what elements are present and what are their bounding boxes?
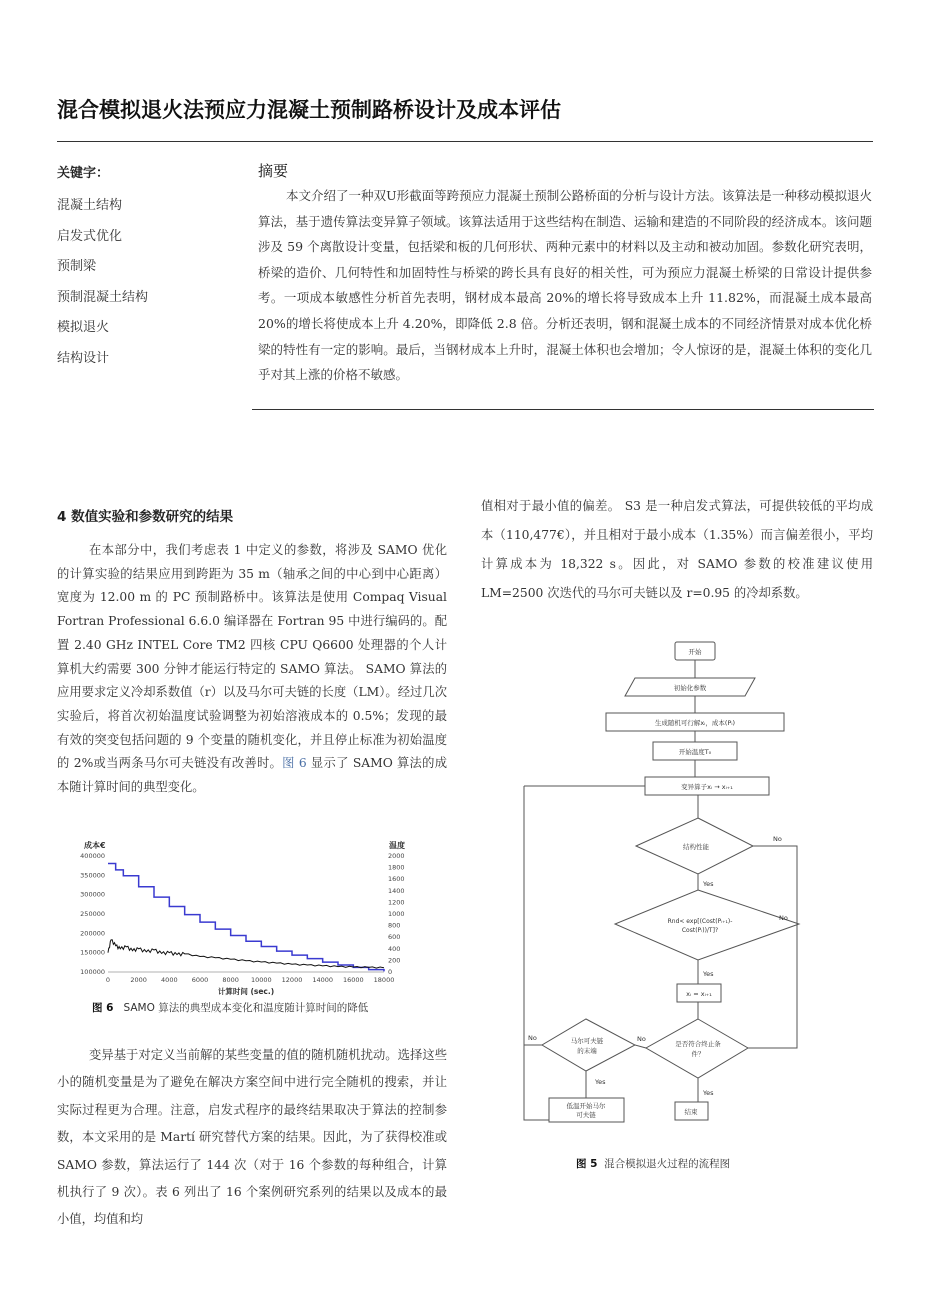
figure-5-caption (576, 1156, 730, 1171)
markov-label-1: 马尔可夫链 (570, 1037, 604, 1045)
x-tick-label: 2000 (130, 976, 147, 984)
y-right-tick-label: 0 (388, 968, 393, 976)
body-paragraph-3: 值相对于最小值的偏差。 S3 是一种启发式算法，可提供较低的平均成本（110,477€），并且相对于最小成本（1.35%）而言偏差很小，平均计算成本为 18,322 s。因此，对 SAMO 参数的校准建议使用 LM=2500 次迭代的马尔可夫链以及 r=0.95 的冷却系数。 (481, 499, 873, 600)
y-right-tick-label: 1200 (388, 898, 405, 907)
y-right-tick-label: 1400 (388, 886, 405, 895)
abstract-divider (252, 409, 874, 410)
structure-label: 结构性能 (683, 843, 709, 851)
x-tick-label: 0 (105, 976, 111, 984)
stop-decision (646, 1019, 748, 1078)
y-right-tick-label: 1800 (388, 863, 405, 872)
y-left-tick-label: 250000 (80, 910, 105, 918)
y-left-tick-label: 150000 (80, 948, 105, 957)
y-right-tick-label: 400 (388, 944, 401, 953)
keyword-item: 结构设计 (57, 350, 110, 366)
cost-series-line (108, 940, 384, 968)
no-label: No (779, 914, 788, 922)
stop-label-1: 是否符合终止条 (675, 1040, 721, 1048)
y-right-axis-label: 温度 (389, 841, 405, 850)
y-right-tick-label: 200 (388, 956, 401, 965)
x-tick-label: 6000 (191, 976, 209, 984)
lower-temp-label-2: 可夫链 (576, 1111, 596, 1119)
x-tick-label: 14000 (312, 976, 334, 984)
caption-text: SAMO 算法的典型成本变化和温度随计算时间的降低 (123, 1002, 369, 1014)
abstract-text: 本文介绍了一种双U形截面等跨预应力混凝土预制公路桥面的分析与设计方法。该算法是一种移动模拟退火算法，基于遗传算法变异算子领域。该算法适用于这些结构在制造、运输和建造的不同阶段的经济成本。该问题涉及 59 个离散设计变量，包括梁和板的几何形状、两种元素中的材料以及主动和被动加固。参数化研究表明，桥梁的造价、几何特性和加固特性与桥梁的跨长具有良好的相关性，可为预应力混凝土桥梁的日常设计提供参考。一项成本敏感性分析首先表明，钢材成本最高 20%的增长将导致成本上升 11.82%，而混凝土成本最高 20%的增长将使成本上升 4.20%，即降低 2.8 倍。分析还表明，钢和混凝土成本的不同经济情景对成本优化桥梁的特性有一定的影响。最后，当钢材成本上升时，混凝土体积也会增加；令人惊讶的是，混凝土体积的变化几乎对其上涨的价格不敏感。 (258, 188, 872, 383)
y-left-tick-label: 100000 (80, 968, 105, 976)
yes-label: Yes (703, 970, 714, 978)
figure-6-link[interactable]: 图 6 (282, 756, 307, 771)
y-right-tick-label: 800 (388, 921, 401, 930)
end-label: 结束 (684, 1108, 698, 1116)
keyword-item: 模拟退火 (57, 320, 110, 335)
x-tick-label: 4000 (161, 976, 178, 984)
paragraph-text: 显示了 SAMO 算法的成本随计算时间的典型变化。 (57, 756, 447, 795)
yes-label: Yes (595, 1078, 606, 1086)
acceptance-label-1: Rnd< exp[(Cost(Pᵢ₊₁)- (667, 918, 733, 925)
paragraph-text: 在本部分中，我们考虑表 1 中定义的参数，将涉及 SAMO 优化的计算实验的结果应用到跨距为 35 m（轴承之间的中心到中心距离）宽度为 12.00 m 的 PC 预制路桥中。该算法是使用 Compaq Visual Fortran Professional 6.6.0 编译器在 Fortran 95 中进行编码的。配置 2.40 GHz INTEL Core TM2 四核 CPU Q6600 处理器的个人计算机大约需要 300 分钟才能运行特定的 SAMO 算法。 SAMO 算法的应用要求定义冷却系数值（r）以及马尔可夫链的长度（LM）。经过几次实验后，将首次初始温度试验调整为初始溶液成本的 0.5%；发现的最有效的突变包括问题的 9 个变量的随机变化，并且停止标准为初始温度的 2%或当两条马尔可夫链没有改善时。 (57, 543, 447, 771)
yes-label: Yes (703, 880, 714, 888)
yes-label: Yes (703, 1089, 714, 1097)
caption-text: 混合模拟退火过程的流程图 (604, 1158, 731, 1170)
temperature-series-line (108, 864, 384, 972)
markov-decision (542, 1019, 635, 1071)
section-heading: 4 数值实验和参数研究的结果 (57, 509, 234, 525)
keyword-item: 预制梁 (57, 259, 97, 274)
caption-label: 图 5 (576, 1158, 598, 1170)
start-label: 开始 (688, 648, 702, 656)
init-label: 初始化参数 (673, 684, 707, 692)
generate-label: 生成随机可行解xᵢ，成本(Pᵢ) (654, 719, 736, 727)
start-temp-label: 开始温度T₀ (678, 748, 712, 756)
x-tick-label: 16000 (342, 976, 364, 984)
no-label: No (773, 835, 782, 843)
x-tick-label: 10000 (250, 976, 272, 984)
lower-temp-label-1: 低温开始马尔 (566, 1102, 606, 1110)
flow-connectors (524, 660, 799, 1120)
y-left-tick-label: 350000 (80, 871, 105, 880)
keywords-list (57, 193, 148, 376)
keyword-item: 预制混凝土结构 (57, 289, 149, 305)
paper-title: 混合模拟退火法预应力混凝土预制路桥设计及成本评估 (57, 98, 561, 122)
y-left-tick-label: 400000 (80, 852, 105, 860)
body-paragraph-2: 变异基于对定义当前解的某些变量的值的随机随机扰动。选择这些小的随机变量是为了避免在解决方案空间中进行完全随机的搜索，并让实际过程更为合理。注意，启发式程序的最终结果取决于算法的控制参数，本文采用的是 Martí 研究替代方案的结果。因此，为了获得校准或 SAMO 参数，算法运行了 144 次（对于 16 个参数的每种组合，计算机执行了 9 次）。表 6 列出了 16 个案例研究系列的结果以及成本的最小值，均值和均 (57, 1048, 447, 1227)
markov-label-2: 的末端 (577, 1047, 597, 1055)
x-tick-label: 8000 (222, 976, 239, 984)
acceptance-label-2: Cost(Pᵢ))/T]? (681, 927, 719, 934)
keyword-item: 混凝土结构 (57, 198, 123, 213)
y-left-tick-label: 200000 (80, 929, 105, 938)
figure-5-flowchart (515, 638, 805, 1128)
y-left-tick-label: 300000 (80, 890, 105, 899)
x-tick-label: 12000 (281, 976, 303, 984)
y-left-axis-label: 成本€ (84, 841, 106, 850)
y-right-tick-label: 600 (388, 933, 401, 942)
mutation-label: 变异算子xᵢ → xᵢ₊₁ (681, 783, 733, 791)
assign-label: xᵢ = xᵢ₊₁ (686, 990, 712, 998)
y-right-tick-label: 2000 (388, 852, 405, 860)
x-axis-label: 计算时间 (sec.) (217, 987, 275, 996)
stop-label-2: 件？ (691, 1050, 705, 1058)
y-right-tick-label: 1000 (388, 910, 405, 918)
body-paragraph-1 (57, 539, 447, 800)
figure-6-chart (74, 838, 419, 998)
y-right-tick-label: 1600 (388, 875, 405, 884)
no-label: No (637, 1035, 646, 1043)
title-divider (57, 141, 873, 142)
acceptance-decision (615, 890, 799, 960)
no-label: No (528, 1034, 537, 1042)
keyword-item: 启发式优化 (57, 228, 123, 244)
x-tick-label: 18000 (373, 976, 395, 984)
caption-label: 图 6 (92, 1002, 114, 1014)
keywords-heading: 关键字： (57, 166, 110, 181)
abstract-heading: 摘要 (258, 162, 289, 180)
figure-6-caption (92, 1000, 368, 1015)
